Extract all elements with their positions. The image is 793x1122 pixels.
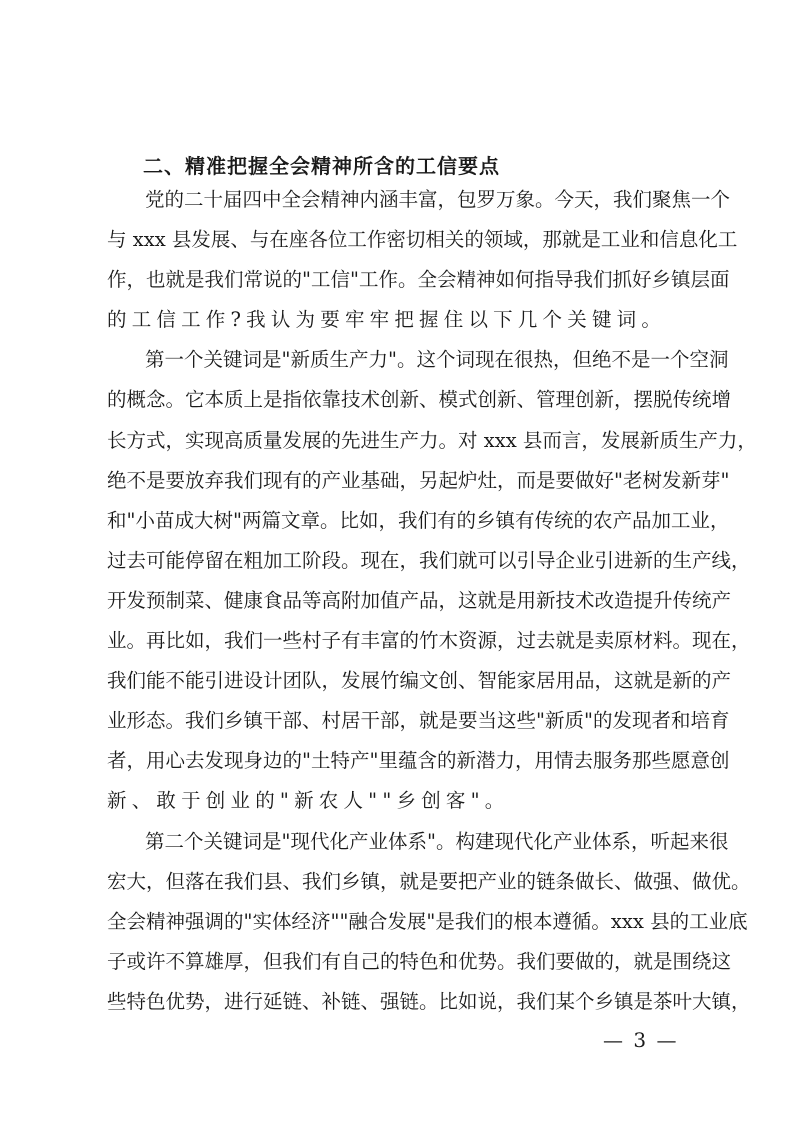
text-line: 子或许不算雄厚，但我们有自己的特色和优势。我们要做的，就是围绕这 <box>107 949 732 973</box>
text-line: 些特色优势，进行延链、补链、强链。比如说，我们某个乡镇是茶叶大镇， <box>107 989 751 1013</box>
text-line: 和"小苗成大树"两篇文章。比如，我们有的乡镇有传统的农产品加工业， <box>107 508 730 532</box>
text-line: 第二个关键词是"现代化产业体系"。构建现代化产业体系，听起来很 <box>145 829 729 853</box>
document-body <box>107 186 757 1028</box>
text-line: 党的二十届四中全会精神内涵丰富，包罗万象。今天，我们聚焦一个 <box>145 188 731 211</box>
text-line: 的工信工作?我认为要牢牢把握住以下几个关键词。 <box>107 308 667 332</box>
text-line: 业。再比如，我们一些村子有丰富的竹木资源，过去就是卖原材料。现在， <box>107 629 751 653</box>
text-line: 新、敢于创业的"新农人""乡创客"。 <box>107 789 510 813</box>
text-line: 开发预制菜、健康食品等高附加值产品，这就是用新技术改造提升传统产 <box>107 588 732 612</box>
paragraph <box>107 186 738 346</box>
text-line: 长方式，实现高质量发展的先进生产力。对 xxx 县而言，发展新质生产力， <box>107 428 757 452</box>
text-line: 的概念。它本质上是指依靠技术创新、模式创新、管理创新，摆脱传统增 <box>107 388 732 412</box>
text-line: 第一个关键词是"新质生产力"。这个词现在很热，但绝不是一个空洞 <box>145 348 729 372</box>
text-line: 绝不是要放弃我们现有的产业基础，另起炉灶，而是要做好"老树发新芽" <box>107 468 730 492</box>
text-line: 宏大，但落在我们县、我们乡镇，就是要把产业的链条做长、做强、做优。 <box>107 869 751 893</box>
section-heading: 二、精准把握全会精神所含的工信要点 <box>143 154 500 178</box>
text-line: 与 xxx 县发展、与在座各位工作密切相关的领域，那就是工业和信息化工 <box>107 228 738 252</box>
text-line: 全会精神强调的"实体经济""融合发展"是我们的根本遵循。xxx 县的工业底 <box>107 909 748 933</box>
paragraph <box>107 828 751 1028</box>
paragraph <box>107 346 757 827</box>
text-line: 我们能不能引进设计团队，发展竹编文创、智能家居用品，这就是新的产 <box>107 669 732 693</box>
text-line: 业形态。我们乡镇干部、村居干部，就是要当这些"新质"的发现者和培育 <box>107 709 730 733</box>
text-line: 作，也就是我们常说的"工信"工作。全会精神如何指导我们抓好乡镇层面 <box>107 268 730 292</box>
page-number: — 3 — <box>603 1028 679 1052</box>
text-line: 过去可能停留在粗加工阶段。现在，我们就可以引导企业引进新的生产线， <box>107 548 751 572</box>
text-line: 者，用心去发现身边的"土特产"里蕴含的新潜力，用情去服务那些愿意创 <box>107 749 730 773</box>
